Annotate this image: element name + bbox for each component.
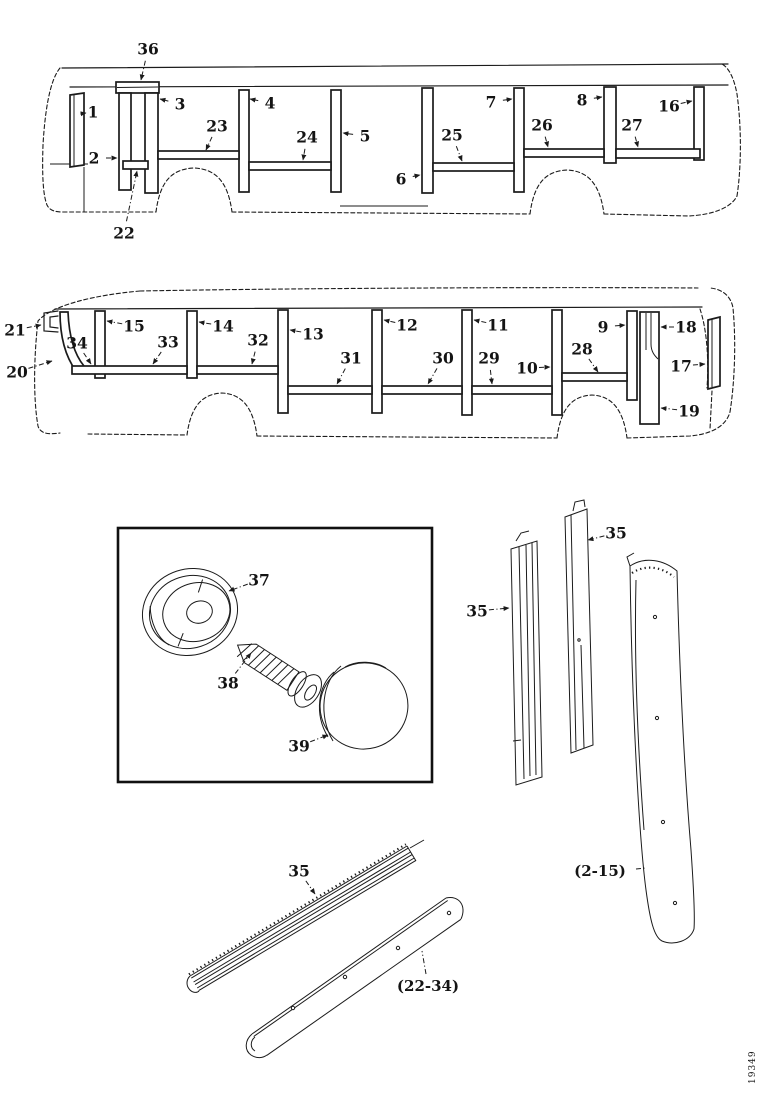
caption-rails-group: (22-34): [396, 977, 460, 995]
part-19-label: 19: [678, 401, 700, 421]
part-28-label: 28: [571, 339, 593, 359]
part-37-leader: [229, 584, 248, 591]
lower-post-13: [278, 310, 288, 413]
part-29-label: 29: [478, 348, 500, 368]
part-3-label: 3: [174, 94, 186, 114]
part-27-label: 27: [621, 115, 643, 135]
part-21-label: 21: [4, 320, 26, 340]
part-26-leader: [545, 137, 548, 147]
part-36-label: 36: [137, 39, 159, 59]
upper-rail-25: [433, 163, 514, 171]
part-3-leader: [160, 99, 168, 101]
part-17-leader: [693, 364, 705, 365]
rear-strip-17: [708, 317, 720, 389]
lower-rail-28: [562, 373, 627, 381]
pillar-sill-22: [123, 161, 148, 169]
part-27-leader: [635, 137, 638, 147]
part-9-label: 9: [597, 317, 609, 337]
lower-rear-wheel-arch: [557, 395, 627, 438]
part-28-leader: [589, 359, 598, 372]
part-22-label: 22: [113, 223, 135, 243]
screw-38: [228, 630, 327, 712]
part-5-label: 5: [359, 126, 371, 146]
lower-bus-bottom-mid: [257, 436, 557, 438]
lower-post-10: [552, 310, 562, 415]
upper-post-8: [604, 87, 616, 163]
upper-bus-front-outline: [43, 68, 63, 212]
lower-rail-29: [472, 386, 552, 394]
part-20-leader: [28, 361, 52, 368]
part-1-label: 1: [87, 102, 99, 122]
part-35-label: 35: [605, 523, 627, 543]
front-bracket-21: [44, 311, 58, 332]
callout-layer: [4, 40, 705, 895]
upper-rail-24: [249, 162, 331, 170]
part-34-leader: [84, 353, 91, 364]
part-35-leader: [588, 536, 604, 540]
part-13-label: 13: [302, 324, 324, 344]
upper-rail-27: [616, 149, 700, 158]
part-30-label: 30: [432, 348, 454, 368]
part-35-leader: [306, 881, 315, 894]
lower-front-wheel-arch: [187, 393, 257, 436]
drawing-number: 19349: [748, 1050, 758, 1084]
caption-posts-leader: [636, 868, 646, 869]
lower-rail-32: [197, 366, 278, 374]
rear-bar-9: [627, 311, 637, 400]
part-23-leader: [206, 137, 212, 150]
part-34-label: 34: [66, 333, 88, 353]
upper-bus-roof-line: [62, 64, 728, 68]
part-8-leader: [594, 97, 602, 98]
part-29-leader: [490, 370, 492, 384]
part-17-label: 17: [670, 356, 692, 376]
part-18-label: 18: [675, 317, 697, 337]
part-25-leader: [456, 146, 462, 161]
part-31-label: 31: [340, 348, 362, 368]
upper-post-4: [239, 90, 249, 192]
part-11-label: 11: [487, 315, 509, 335]
part-16-label: 16: [658, 96, 680, 116]
part-37-label: 37: [248, 570, 270, 590]
part-30-leader: [428, 368, 437, 384]
lower-post-14: [187, 311, 197, 378]
part-32-leader: [252, 352, 255, 364]
lower-bus-side-view: [35, 288, 735, 438]
part-38-label: 38: [217, 673, 239, 693]
part-11-leader: [474, 320, 486, 323]
pillar-cap-36-inner: [117, 87, 158, 88]
upper-post-7: [514, 88, 524, 192]
lower-post-11: [462, 310, 472, 415]
lower-bus-beltline: [55, 307, 702, 309]
caption-posts-group: (2-15): [574, 862, 626, 880]
part-32-label: 32: [247, 330, 269, 350]
upper-bus-rear-outline: [722, 64, 740, 196]
pillar-bar-3: [145, 93, 158, 193]
part-7-leader: [503, 99, 512, 100]
lower-post-12: [372, 310, 382, 413]
part-7-label: 7: [485, 92, 497, 112]
upper-bus-bottom-mid: [232, 212, 530, 214]
part-14-leader: [199, 322, 211, 324]
fastener-detail-box: [118, 528, 432, 782]
part-35-label: 35: [288, 861, 310, 881]
upper-bus-beltline: [70, 85, 728, 87]
strip-35-front: [565, 509, 593, 753]
part-39-label: 39: [288, 736, 310, 756]
windshield-strip-1: [70, 93, 84, 167]
lower-bus-bottom-left: [88, 434, 187, 435]
part-21-leader: [27, 325, 41, 328]
upper-rail-26: [524, 149, 604, 157]
lower-rail-33: [72, 366, 187, 374]
pillar-bar-2: [119, 93, 131, 190]
pillar-moulding-2-15: [630, 560, 694, 943]
part-19-leader: [661, 408, 677, 410]
upper-bus-bottom-right: [604, 196, 737, 216]
part-36-leader: [141, 61, 145, 80]
upper-rear-wheel-arch: [530, 170, 604, 214]
upper-post-6: [422, 88, 433, 193]
part-24-label: 24: [296, 127, 318, 147]
cap-plug-39: [310, 653, 417, 759]
part-8-label: 8: [576, 90, 588, 110]
part-10-label: 10: [516, 358, 538, 378]
grommet-37: [131, 556, 249, 667]
part-35-leader: [489, 608, 509, 610]
part-23-label: 23: [206, 116, 228, 136]
part-13-leader: [290, 330, 301, 332]
part-6-label: 6: [395, 169, 407, 189]
part-25-label: 25: [441, 125, 463, 145]
upper-post-5: [331, 90, 341, 192]
upper-door-sill: [50, 164, 88, 212]
part-20-label: 20: [6, 362, 28, 382]
part-33-leader: [153, 352, 161, 364]
lower-rail-30: [382, 386, 462, 394]
lower-rail-31: [288, 386, 372, 394]
part-4-label: 4: [264, 93, 276, 113]
part-39-leader: [310, 735, 328, 742]
upper-rail-23: [158, 151, 239, 159]
part-12-label: 12: [396, 315, 418, 335]
caption-rails-leader: [422, 951, 426, 974]
rear-panel-18-19: [640, 312, 659, 424]
part-2-label: 2: [88, 148, 100, 168]
upper-front-wheel-arch: [156, 168, 232, 212]
part-15-label: 15: [123, 316, 145, 336]
part-12-leader: [384, 320, 395, 322]
part-31-leader: [337, 369, 345, 384]
part-33-label: 33: [157, 332, 179, 352]
part-9-leader: [615, 325, 625, 326]
part-35-label: 35: [466, 601, 488, 621]
part-5-leader: [343, 133, 353, 134]
part-1-leader: [81, 113, 86, 114]
part-15-leader: [107, 321, 122, 324]
part-6-leader: [413, 175, 420, 177]
part-16-leader: [681, 101, 692, 103]
part-26-label: 26: [531, 115, 553, 135]
part-14-label: 14: [212, 316, 234, 336]
part-4-leader: [250, 99, 258, 101]
lower-bus-roof-outline: [140, 288, 698, 291]
part-24-leader: [303, 149, 305, 160]
